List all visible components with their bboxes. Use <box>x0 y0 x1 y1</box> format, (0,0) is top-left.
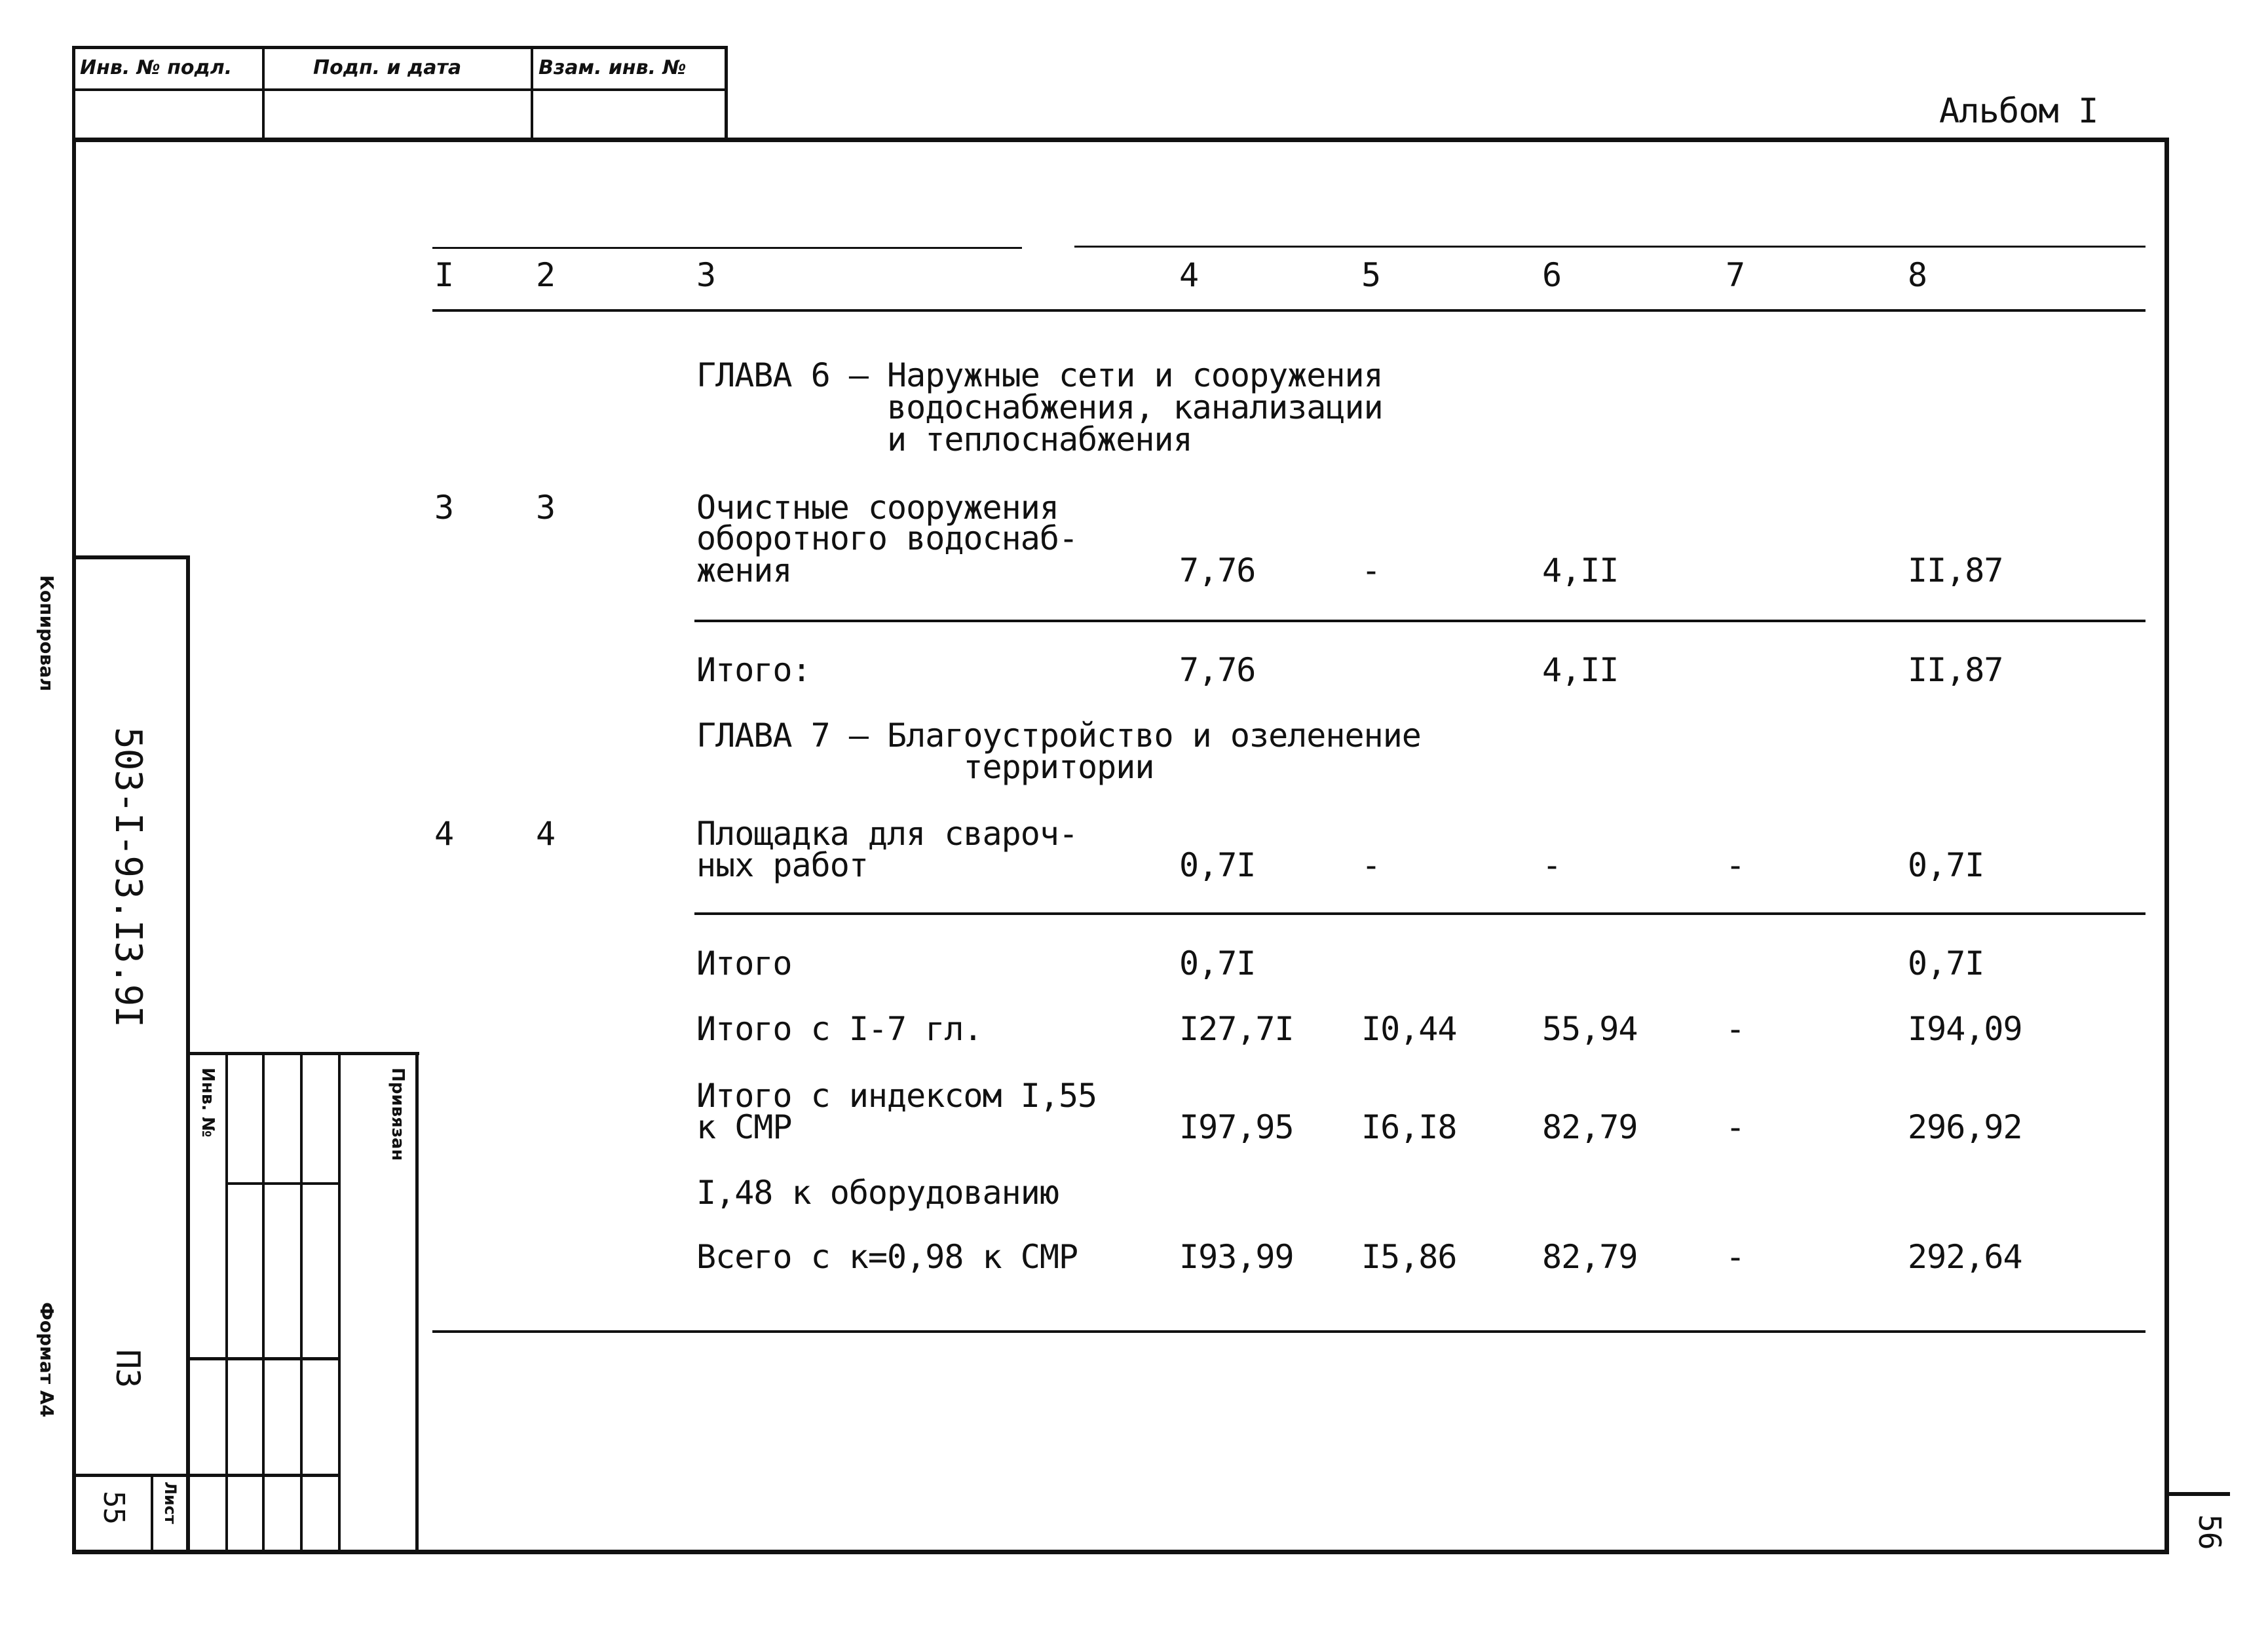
copied-label: Копировал <box>36 575 58 692</box>
header-col-1: I <box>434 256 454 294</box>
sheet-number: 55 <box>97 1491 130 1524</box>
header-col-6: 6 <box>1542 256 1562 294</box>
doc-code: 503-I-93.I3.9I <box>107 727 149 1028</box>
stamp-inv-label: Инв. № подл. <box>80 56 233 79</box>
stamp-replace-label: Взам. инв. № <box>539 56 687 79</box>
stamp-sign-label: Подп. и дата <box>313 56 462 79</box>
header-col-8: 8 <box>1908 256 1927 294</box>
inv-no-label: Инв. № <box>198 1068 217 1138</box>
section-code: ПЗ <box>109 1349 147 1388</box>
page-number: 56 <box>2192 1514 2227 1550</box>
header-col-5: 5 <box>1361 256 1381 294</box>
header-col-4: 4 <box>1179 256 1199 294</box>
format-label: Формат А4 <box>36 1302 58 1417</box>
header-col-2: 2 <box>536 256 556 294</box>
header-col-3: 3 <box>696 256 716 294</box>
bound-label: Привязан <box>388 1068 407 1161</box>
sheet-label: Лист <box>161 1482 180 1524</box>
header-col-7: 7 <box>1726 256 1745 294</box>
album-label: Альбом I <box>1939 92 2098 131</box>
